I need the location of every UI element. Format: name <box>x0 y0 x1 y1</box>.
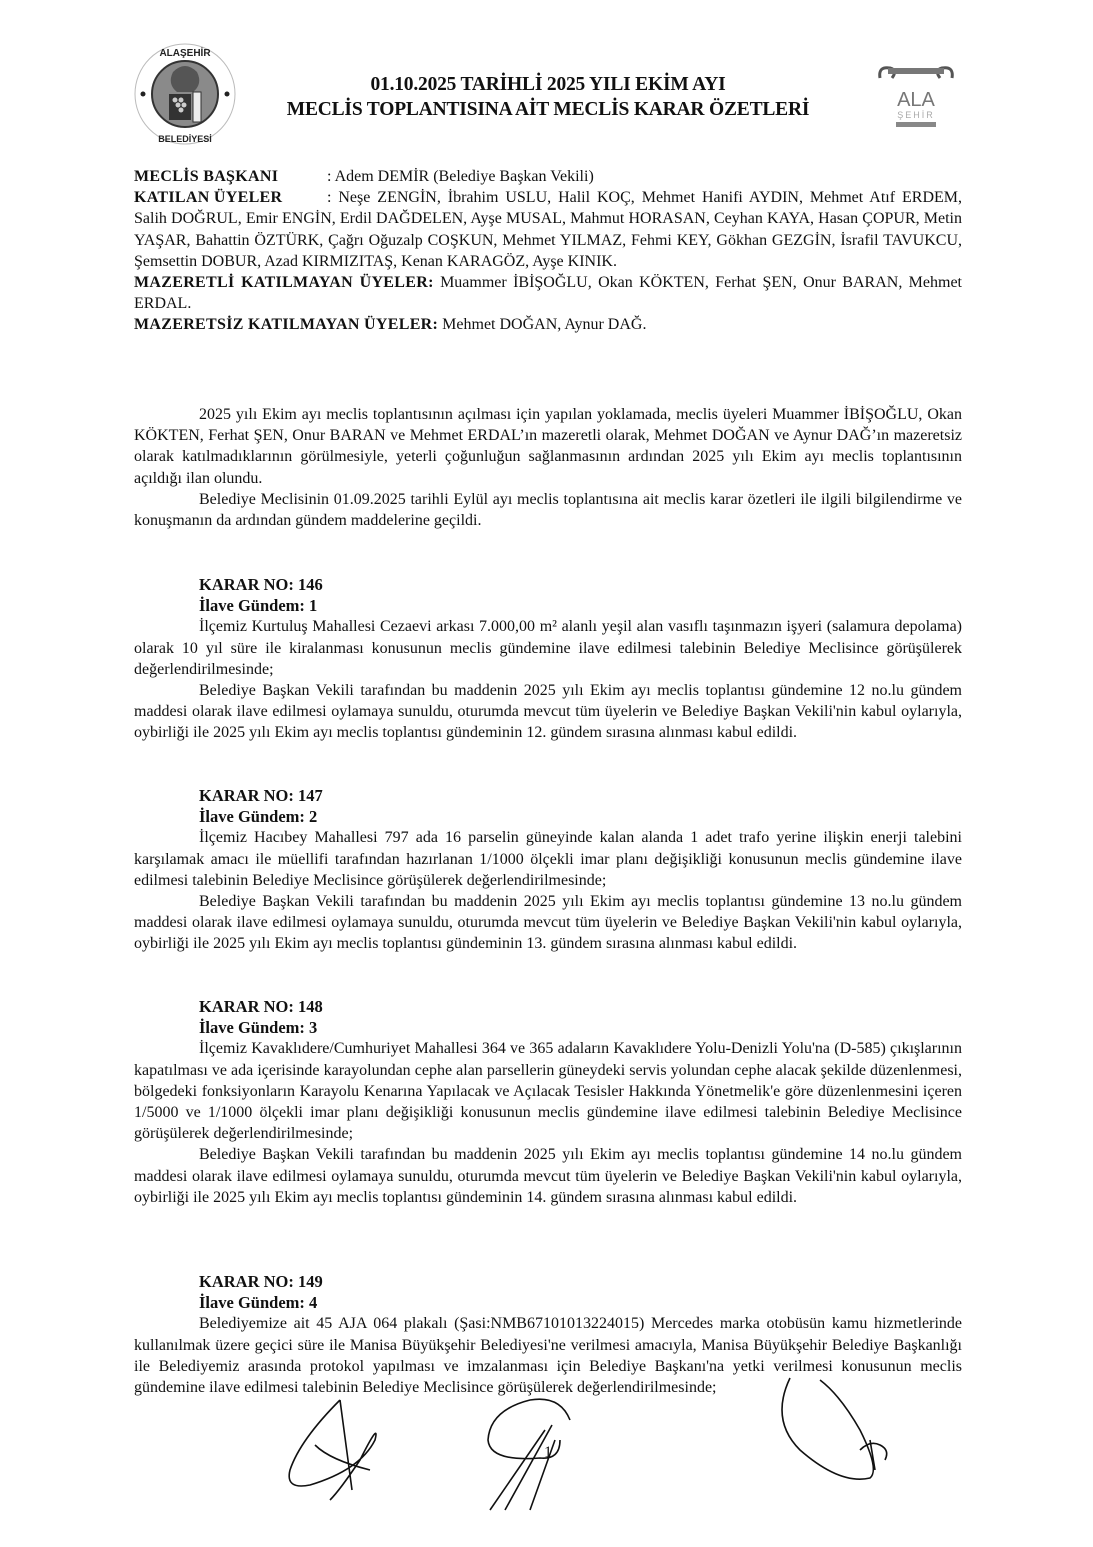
excused-label: MAZERETLİ KATILMAYAN ÜYELER: <box>134 274 434 292</box>
excused-value: Muammer İBİŞOĞLU, Okan KÖKTEN, Ferhat ŞEN, Onur BARAN, Mehmet ERDAL. <box>134 274 962 313</box>
attending-label: KATILAN ÜYELER <box>134 189 283 207</box>
decision-number: KARAR NO: 149 <box>199 1272 323 1291</box>
attending-value: : Neşe ZENGİN, İbrahim USLU, Halil KOÇ, Mehmet Hanifi AYDIN, Mehmet Atıf ERDEM, Salih DOĞRUL, Emir ENGİN, Erdil DAĞDELEN, Ayşe MUSAL, Mahmut HORASAN, Ceyhan KAYA, Hasan ÇOPUR, Metin YAŞAR, Bahattin ÖZTÜRK, Çağrı Oğuzalp COŞKUN, Mehmet YILMAZ, Fehmi KEY, Gökhan GEZGİN, İsrafil TAVUKCU, Şemsettin DOBUR, Azad KIRMIZITAŞ, Kenan KARAGÖZ, Ayşe KINIK. <box>134 189 962 270</box>
svg-text:ALAŞEHİR: ALAŞEHİR <box>159 48 211 59</box>
intro-paragraph: Belediye Meclisinin 01.09.2025 tarihli Eylül ayı meclis toplantısına ait meclis karar özetleri ile ilgili bilgilendirme ve konuşmanın da ardından gündem maddelerine geçildi. <box>134 490 962 530</box>
decision-subject: Belediyemize ait 45 AJA 064 plakalı (Şasi:NMB67101013224015) Mercedes marka otobüsün kamu hizmetlerinde kullanılmak üzere geçici süre ile Manisa Büyükşehir Belediyesi'ne verilmesi amacıyla, Manisa Büyükşehir Belediye Başkanlığı ile Belediyemiz arasında protokol yapılması ve imzalanması için Belediye Başkanı'na yetki verilmesi konusunun meclis gündemine ilave edilmesi talebinin Belediye Meclisince görüşülerek değerlendirilmesinde; <box>134 1315 962 1397</box>
unexcused-label: MAZERETSİZ KATILMAYAN ÜYELER: <box>134 316 439 334</box>
decision-subject: İlçemiz Kavaklıdere/Cumhuriyet Mahallesi 364 ve 365 adaların Kavaklıdere Yolu-Denizli Yolu'na (D-585) çıkışlarının kapatılması ve ada içerisinde karayolundan cephe alan parsellerin güneydeki servis yolundan cephe alacak şekilde düzenlenmesi, bölgedeki fonksiyonların Karayolu Kenarına Yapılacak ve Açılacak Tesisler Hakkında Yönetmelik'e göre düzenlenmesini içeren 1/5000 ve 1/1000 ölçekli imar planı değişikliği konusunun meclis gündemine ilave edilmesi talebinin Belediye Meclisince görüşülerek değerlendirilmesinde; <box>134 1040 962 1143</box>
svg-text:ŞEHİR: ŞEHİR <box>897 110 935 120</box>
agenda-item: İlave Gündem: 1 <box>199 596 318 616</box>
agenda-item: İlave Gündem: 2 <box>199 807 318 827</box>
agenda-item: İlave Gündem: 4 <box>199 1293 318 1313</box>
page-number: 1 <box>544 1444 552 1461</box>
decision-result: Belediye Başkan Vekili tarafından bu maddenin 2025 yılı Ekim ayı meclis toplantısı gündemine 14 no.lu gündem maddesi olarak ilave edilmesi oylamaya sunuldu, oturumda mevcut tüm üyelerin ve Belediye Başkan Vekili'nin kabul oylarıyla, oybirliği ile 2025 yılı Ekim ayı meclis toplantısı gündeminin 14. gündem sırasına alınması kabul edildi. <box>134 1146 962 1206</box>
title-line-2: MECLİS TOPLANTISINA AİT MECLİS KARAR ÖZETLERİ <box>286 99 810 120</box>
svg-text:ALA: ALA <box>897 89 935 111</box>
decision-subject: İlçemiz Hacıbey Mahallesi 797 ada 16 parselin güneyinde kalan alanda 1 adet trafo yerine ilişkin enerji talebini karşılamak amacı ile müellifi tarafından hazırlanan 1/1000 ölçekli imar planı değişikliği konusunun meclis gündemine ilave edilmesi talebinin Belediye Meclisince görüşülerek değerlendirilmesinde; <box>134 829 962 889</box>
decision-number: KARAR NO: 146 <box>199 575 323 594</box>
intro-paragraph: 2025 yılı Ekim ayı meclis toplantısının açılması için yapılan yoklamada, meclis üyeleri Muammer İBİŞOĞLU, Okan KÖKTEN, Ferhat ŞEN, Onur BARAN ve Mehmet ERDAL’ın mazeretli olarak, Mehmet DOĞAN ve Aynur DAĞ’ın mazeretsiz olarak katılmadıklarının görülmesiyle, yeterli çoğunluğun sağlanmasının ardından 2025 yılı Ekim ayı meclis toplantısının açıldığı ilan olundu. <box>134 406 962 487</box>
signature-3 <box>782 1378 887 1479</box>
decision-result: Belediye Başkan Vekili tarafından bu maddenin 2025 yılı Ekim ayı meclis toplantısı gündemine 13 no.lu gündem maddesi olarak ilave edilmesi oylamaya sunuldu, oturumda mevcut tüm üyelerin ve Belediye Başkan Vekili'nin kabul oylarıyla, oybirliği ile 2025 yılı Ekim ayı meclis toplantısı gündeminin 13. gündem sırasına alınması kabul edildi. <box>134 893 962 953</box>
president-value: : Adem DEMİR (Belediye Başkan Vekili) <box>327 168 594 185</box>
svg-text:BELEDİYESİ: BELEDİYESİ <box>158 134 212 144</box>
decision-subject: İlçemiz Kurtuluş Mahallesi Cezaevi arkası 7.000,00 m² alanlı yeşil alan vasıflı taşınmazın işyeri (salamura depolama) olarak 10 yıl süre ile kiralanması konusunun meclis gündemine ilave edilmesi talebinin Belediye Meclisince görüşülerek değerlendirilmesinde; <box>134 618 962 678</box>
unexcused-value: Mehmet DOĞAN, Aynur DAĞ. <box>438 316 647 334</box>
decision-result: Belediye Başkan Vekili tarafından bu maddenin 2025 yılı Ekim ayı meclis toplantısı gündemine 12 no.lu gündem maddesi olarak ilave edilmesi oylamaya sunuldu, oturumda mevcut tüm üyelerin ve Belediye Başkan Vekili'nin kabul oylarıyla, oybirliği ile 2025 yılı Ekim ayı meclis toplantısı gündeminin 12. gündem sırasına alınması kabul edildi. <box>134 682 962 742</box>
title-line-1: 01.10.2025 TARİHLİ 2025 YILI EKİM AYI <box>370 74 726 95</box>
president-label: MECLİS BAŞKANI <box>134 168 279 185</box>
agenda-item: İlave Gündem: 3 <box>199 1018 318 1038</box>
signature-2 <box>488 1399 570 1510</box>
decision-number: KARAR NO: 148 <box>199 997 323 1016</box>
decision-number: KARAR NO: 147 <box>199 786 323 805</box>
signature-1 <box>289 1400 376 1500</box>
